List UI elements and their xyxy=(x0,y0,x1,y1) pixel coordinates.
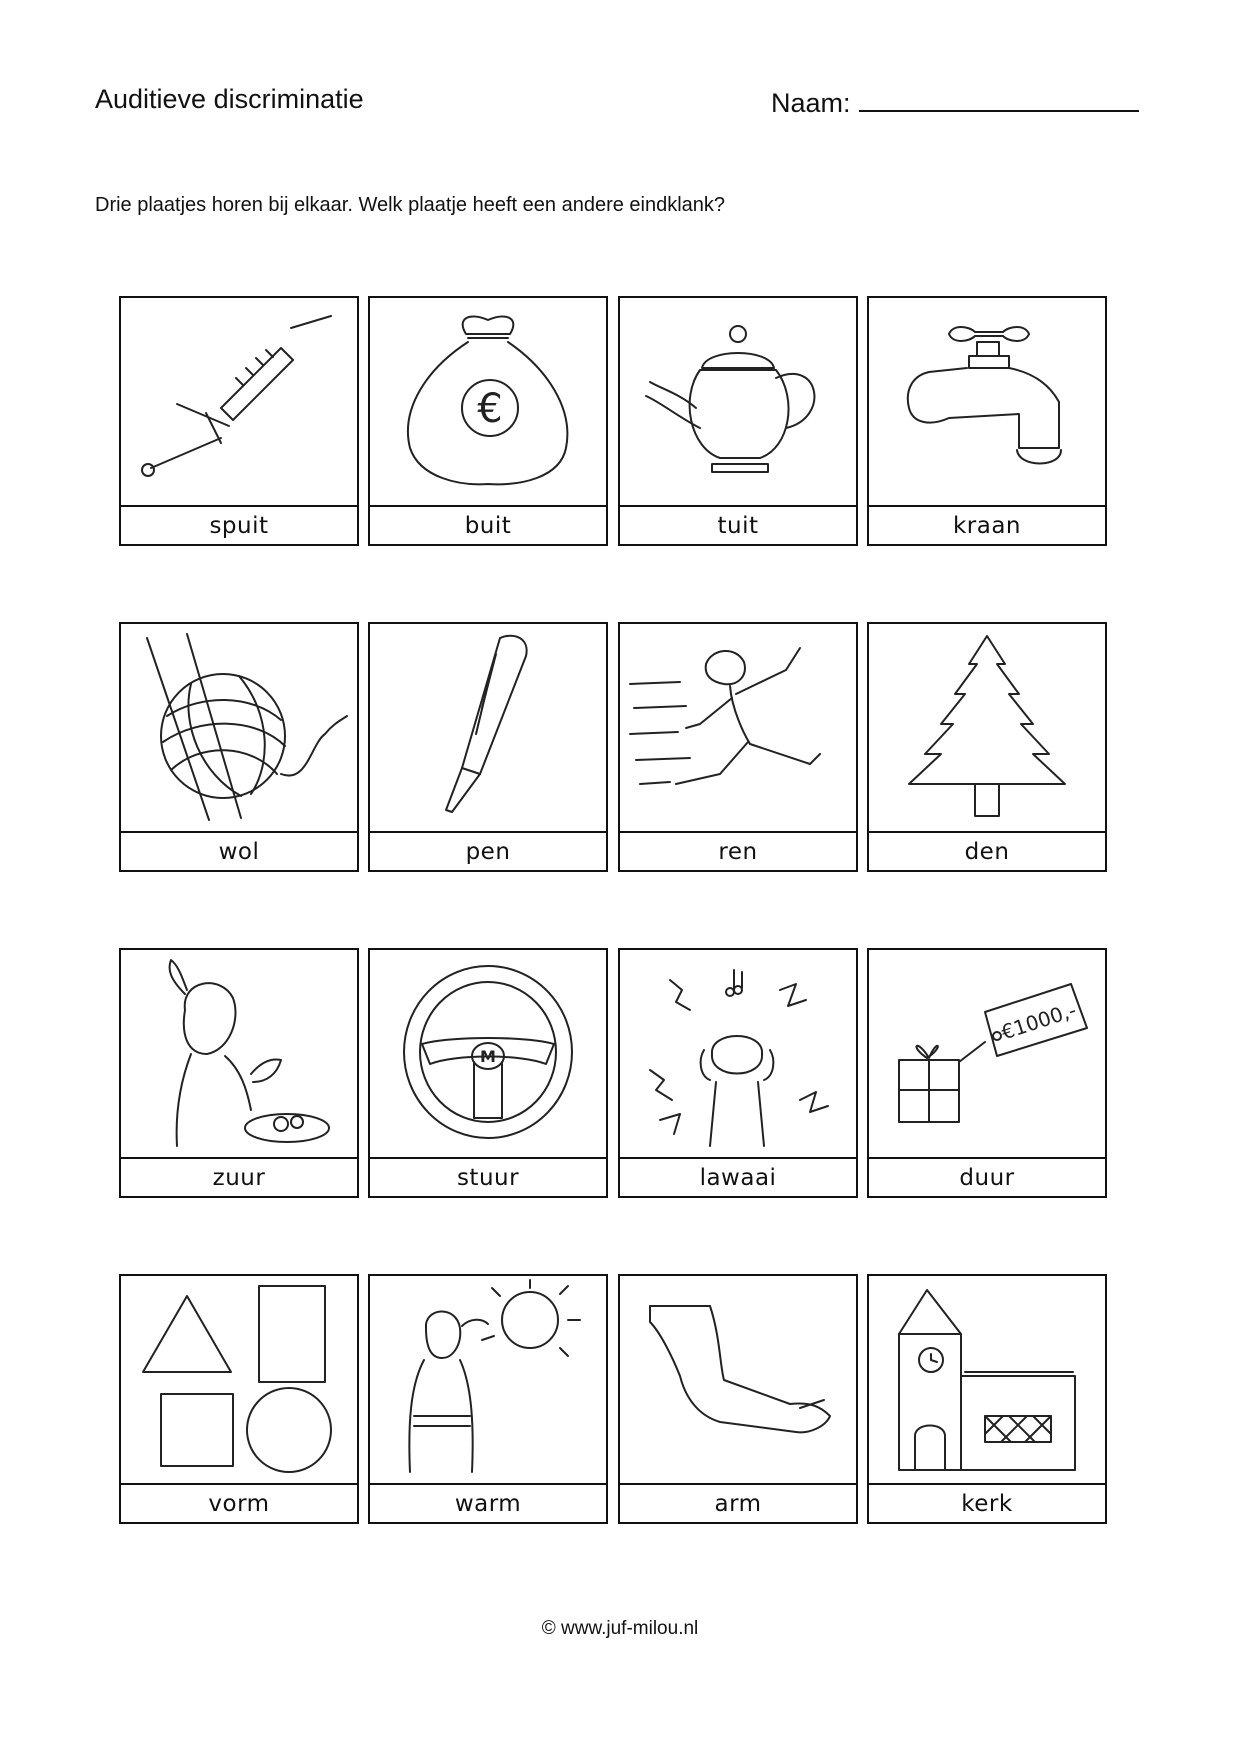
teapot-icon xyxy=(620,298,856,504)
faucet-icon xyxy=(869,298,1105,504)
card-buit[interactable] xyxy=(368,296,608,546)
card-ren[interactable] xyxy=(618,622,858,872)
word-label: ren xyxy=(620,831,856,872)
pine-tree-icon xyxy=(869,624,1105,830)
card-pen[interactable] xyxy=(368,622,608,872)
word-label: lawaai xyxy=(620,1157,856,1198)
card-kraan[interactable] xyxy=(867,296,1107,546)
word-label: pen xyxy=(370,831,606,872)
card-spuit[interactable] xyxy=(119,296,359,546)
card-wol[interactable] xyxy=(119,622,359,872)
word-label: warm xyxy=(370,1483,606,1524)
word-label: duur xyxy=(869,1157,1105,1198)
running-person-icon xyxy=(620,624,856,830)
word-label: spuit xyxy=(121,505,357,546)
name-field[interactable] xyxy=(771,84,1139,119)
card-tuit[interactable] xyxy=(618,296,858,546)
card-kerk[interactable] xyxy=(867,1274,1107,1524)
instruction-text: Drie plaatjes horen bij elkaar. Welk plaatje heeft een andere eindklank? xyxy=(95,194,726,216)
name-line[interactable] xyxy=(859,84,1139,112)
yarn-ball-icon xyxy=(121,624,357,830)
shapes-icon xyxy=(121,1276,357,1482)
word-label: wol xyxy=(121,831,357,872)
arm-icon xyxy=(620,1276,856,1482)
pen-icon xyxy=(370,624,606,830)
price-tag-text: €1000,- xyxy=(998,997,1080,1045)
church-icon xyxy=(869,1276,1105,1482)
steering-logo: M xyxy=(480,1047,496,1066)
card-stuur[interactable] xyxy=(368,948,608,1198)
word-label: buit xyxy=(370,505,606,546)
card-warm[interactable] xyxy=(368,1274,608,1524)
syringe-icon xyxy=(121,298,357,504)
expensive-gift-icon xyxy=(869,950,1105,1156)
hot-sun-icon xyxy=(370,1276,606,1482)
word-label: zuur xyxy=(121,1157,357,1198)
euro-symbol: € xyxy=(477,386,503,432)
footer-copyright: © www.juf-milou.nl xyxy=(541,1618,699,1639)
steering-wheel-icon xyxy=(370,950,606,1156)
word-label: den xyxy=(869,831,1105,872)
noise-icon xyxy=(620,950,856,1156)
word-label: kerk xyxy=(869,1483,1105,1524)
sour-face-icon xyxy=(121,950,357,1156)
money-bag-icon xyxy=(370,298,606,504)
card-arm[interactable] xyxy=(618,1274,858,1524)
word-label: vorm xyxy=(121,1483,357,1524)
card-duur[interactable] xyxy=(867,948,1107,1198)
word-label: arm xyxy=(620,1483,856,1524)
card-lawaai[interactable] xyxy=(618,948,858,1198)
word-label: tuit xyxy=(620,505,856,546)
card-den[interactable] xyxy=(867,622,1107,872)
worksheet-title: Auditieve discriminatie xyxy=(95,84,364,114)
card-vorm[interactable] xyxy=(119,1274,359,1524)
word-label: stuur xyxy=(370,1157,606,1198)
name-label: Naam: xyxy=(771,88,851,118)
word-label: kraan xyxy=(869,505,1105,546)
card-zuur[interactable] xyxy=(119,948,359,1198)
